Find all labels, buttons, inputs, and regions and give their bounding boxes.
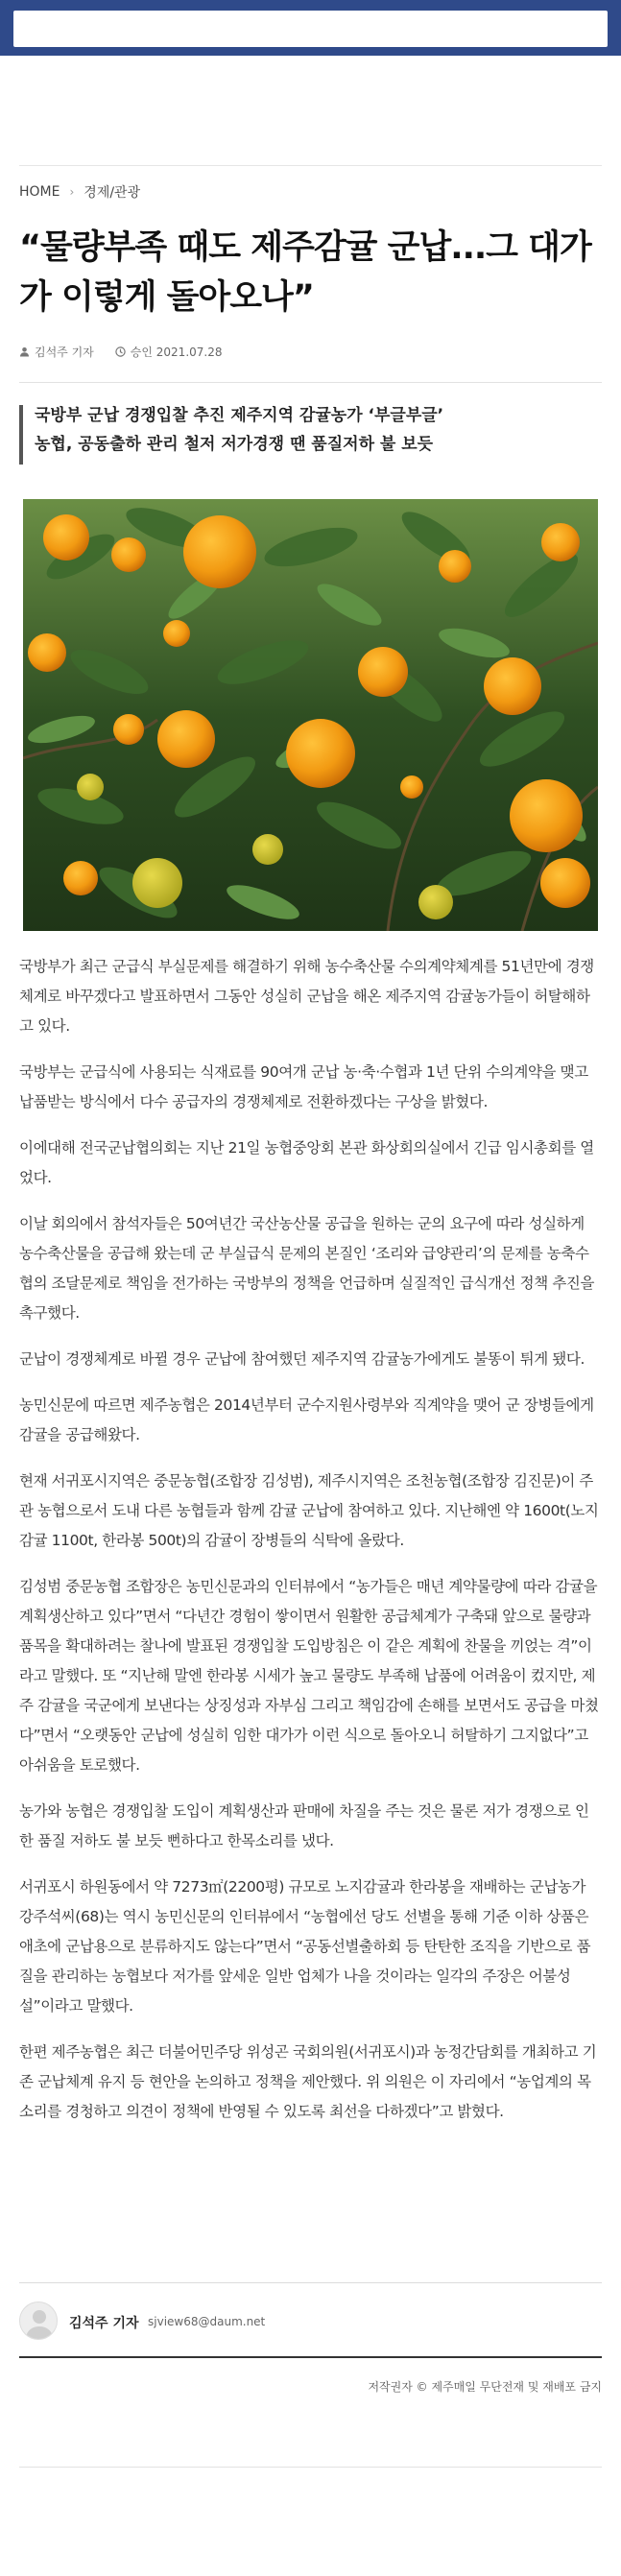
author-email[interactable]: sjview68@daum.net (148, 2315, 266, 2328)
article-body (19, 952, 602, 2143)
reporter-name[interactable]: 김석주 기자 (35, 346, 94, 359)
tangerine-tree-image (23, 499, 598, 931)
clock-icon (115, 346, 126, 357)
article-paragraph: 김성범 중문농협 조합장은 농민신문과의 인터뷰에서 “농가들은 매년 계약물량에 따라 감귤을 계획생산하고 있다”면서 “다년간 경험이 쌓이면서 원활한 공급체계가 구축돼 앞으로 물량과 품목을 확대하려는 찰나에 발표된 경쟁입찰 도입방침은 이 같은 계획에 찬물을 끼얹는 격”이라고 말했다. 또 “지난해 말엔 한라봉 시세가 높고 물량도 부족해 납품에 어려움이 컸지만, 제주 감귤을 국군에게 보낸다는 상징성과 자부심 그리고 책임감에 손해를 보면서도 공급을 마쳤다”면서 “오랫동안 군납에 성실히 임한 대가가 이런 식으로 돌아오니 허탈하기 그지없다”고 아쉬움을 토로했다. (19, 1578, 599, 1774)
search-box[interactable] (13, 11, 608, 47)
subhead-quote-bar (19, 405, 23, 465)
meta-reporter (19, 344, 94, 360)
article-subheads (35, 401, 591, 459)
breadcrumb-home[interactable]: HOME (19, 184, 60, 200)
article-paragraph: 농민신문에 따르면 제주농협은 2014년부터 군수지원사령부와 직계약을 맺어 군 장병들에게 감귤을 공급해왔다. (19, 1396, 594, 1443)
divider (19, 382, 602, 383)
chevron-right-icon: › (69, 185, 75, 199)
site-header-bar (0, 0, 621, 56)
author-name[interactable]: 김석주 기자 (69, 2316, 139, 2331)
approved-date: 승인 2021.07.28 (130, 346, 223, 359)
divider (19, 2356, 602, 2358)
article-photo (23, 499, 598, 931)
subhead-line: 농협, 공동출하 관리 철저 저가경쟁 땐 품질저하 불 보듯 (35, 435, 434, 454)
divider (19, 165, 602, 166)
article-paragraph: 한편 제주농협은 최근 더불어민주당 위성곤 국회의원(서귀포시)과 농정간담회를 개최하고 기존 군납체계 유지 등 현안을 논의하고 정책을 제안했다. 위 의원은 이 자리에서 “농업계의 목소리를 경청하고 의견이 정책에 반영될 수 있도록 최선을 다하겠다”고 밝혔다. (19, 2043, 597, 2120)
meta-date (115, 344, 223, 360)
article-paragraph: 농가와 농협은 경쟁입찰 도입이 계획생산과 판매에 차질을 주는 것은 물론 저가 경쟁으로 인한 품질 저하도 불 보듯 뻔하다고 한목소리를 냈다. (19, 1802, 589, 1849)
subhead-line: 국방부 군납 경쟁입찰 추진 제주지역 감귤농가 ‘부글부글’ (35, 406, 444, 425)
person-icon (20, 2302, 58, 2340)
article-headline: “물량부족 때도 제주감귤 군납...그 대가가 이렇게 돌아오나” (19, 228, 591, 317)
article-paragraph: 이날 회의에서 참석자들은 50여년간 국산농산물 공급을 원하는 군의 요구에 따라 성실하게 농수축산물을 공급해 왔는데 군 부실급식 문제의 본질인 ‘조리와 급양관리’의 문제를 농축수협의 조달문제로 책임을 전가하는 국방부의 정책을 언급하며 실질적인 급식개선 정책 추진을 촉구했다. (19, 1215, 595, 1322)
article-paragraph: 현재 서귀포시지역은 중문농협(조합장 김성범), 제주시지역은 조천농협(조합장 김진문)이 주관 농협으로서 도내 다른 농협들과 함께 감귤 군납에 참여하고 있다. 지난해엔 약 1600t(노지감귤 1100t, 한라봉 500t)의 감귤이 장병들의 식탁에 올랐다. (19, 1472, 599, 1549)
breadcrumb (19, 182, 140, 202)
article-paragraph: 이에대해 전국군납협의회는 지난 21일 농협중앙회 본관 화상회의실에서 긴급 임시총회를 열었다. (19, 1139, 594, 1186)
copyright-notice: 저작권자 © 제주매일 무단전재 및 재배포 금지 (368, 2380, 602, 2394)
divider (19, 2467, 602, 2468)
article-paragraph: 국방부가 최근 군급식 부실문제를 해결하기 위해 농수축산물 수의계약체계를 51년만에 경쟁체계로 바꾸겠다고 발표하면서 그동안 성실히 군납을 해온 제주지역 감귤농가들이 허탈해하고 있다. (19, 958, 594, 1035)
divider (19, 2282, 602, 2283)
author-avatar (19, 2302, 58, 2340)
article-meta (19, 344, 223, 360)
breadcrumb-category[interactable]: 경제/관광 (84, 185, 141, 201)
article-paragraph: 국방부는 군급식에 사용되는 식재료를 90여개 군납 농·축·수협과 1년 단위 수의계약을 맺고 납품받는 방식에서 다수 공급자의 경쟁체제로 전환하겠다는 구상을 밝혔다. (19, 1063, 588, 1110)
article-paragraph: 서귀포시 하원동에서 약 7273㎡(2200평) 규모로 노지감귤과 한라봉을 재배하는 군납농가 강주석씨(68)는 역시 농민신문의 인터뷰에서 “농협에선 당도 선별을 통해 기준 이하 상품은 애초에 군납용으로 분류하지도 않는다”면서 “공동선별출하회 등 탄탄한 조직을 기반으로 품질을 관리하는 농협보다 저가를 앞세운 일반 업체가 나을 것이라는 일각의 주장은 어불성설”이라고 말했다. (19, 1878, 591, 2015)
article-paragraph: 군납이 경쟁체계로 바뀔 경우 군납에 참여했던 제주지역 감귤농가에게도 불똥이 튀게 됐다. (19, 1350, 585, 1368)
person-icon (19, 346, 30, 357)
